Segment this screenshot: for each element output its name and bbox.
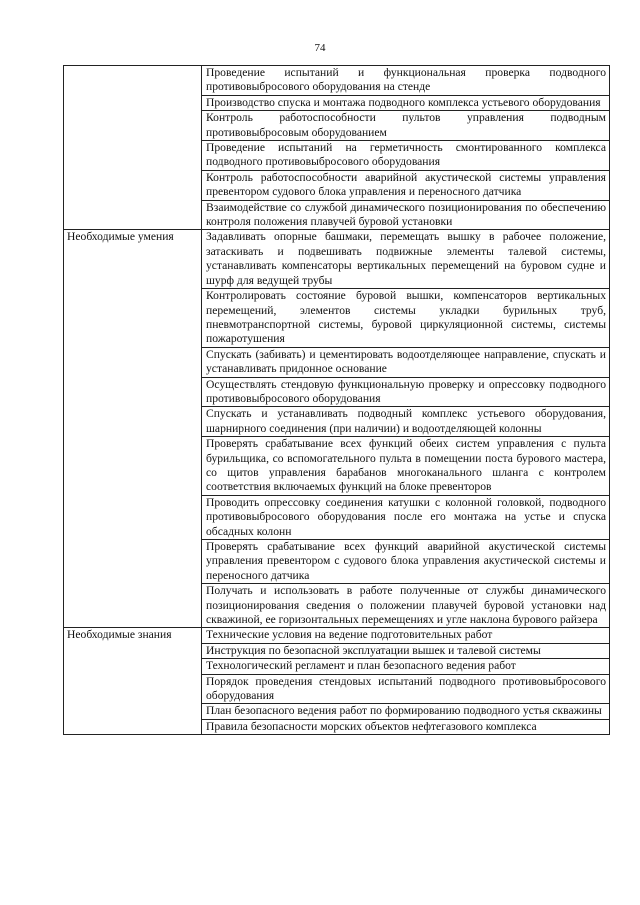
requirement-item: Взаимодействие со службой динамического позиционирования по обеспечению контроля положения плавучей буровой установки xyxy=(202,200,610,230)
requirement-item: Задавливать опорные башмаки, перемещать вышку в рабочее положение, затаскивать и подвешивать подвижные элементы талевой системы, устанавливать компенсаторы вертикальных перемещений на буровом судне и шурф для ведущей трубы xyxy=(202,230,610,289)
requirement-item: Спускать (забивать) и цементировать водоотделяющее направление, спускать и устанавливать придонное основание xyxy=(202,347,610,377)
section-label: Необходимые знания xyxy=(64,628,202,735)
requirement-item: План безопасного ведения работ по формированию подводного устья скважины xyxy=(202,704,610,719)
table-row xyxy=(64,628,610,643)
requirement-item: Правила безопасности морских объектов нефтегазового комплекса xyxy=(202,719,610,734)
requirement-item: Получать и использовать в работе полученные от службы динамического позиционирования сведения о положении плавучей буровой установки над скважиной, ее горизонтальных перемещениях и угле наклона бурового райзера xyxy=(202,584,610,628)
requirement-item: Контролировать состояние буровой вышки, компенсаторов вертикальных перемещений, элементов системы укладки бурильных труб, пневмотранспортной системы, буровой циркуляционной системы, системы пожаротушения xyxy=(202,289,610,348)
table-row xyxy=(64,66,610,96)
table-row xyxy=(64,230,610,289)
requirement-item: Порядок проведения стендовых испытаний подводного противовыбросового оборудования xyxy=(202,674,610,704)
requirement-item: Технологический регламент и план безопасного ведения работ xyxy=(202,659,610,674)
requirement-item: Контроль работоспособности пультов управления подводным противовыбросовым оборудованием xyxy=(202,111,610,141)
requirement-item: Производство спуска и монтажа подводного комплекса устьевого оборудования xyxy=(202,95,610,110)
requirement-item: Проводить опрессовку соединения катушки с колонной головкой, подводного противовыбросового оборудования после его монтажа на устье и спуска обсадных колонн xyxy=(202,495,610,539)
table-body xyxy=(64,66,610,735)
requirement-item: Проверять срабатывание всех функций обеих систем управления с пульта бурильщика, со вспомогательного пульта в помещении поста бурового мастера, со щитов управления барабанов многоканального шланга с контролем соответствия включаемых функций на блоке превенторов xyxy=(202,437,610,496)
section-label xyxy=(64,66,202,230)
competency-table xyxy=(63,65,610,735)
section-label: Необходимые умения xyxy=(64,230,202,628)
page-number: 74 xyxy=(314,42,326,54)
requirement-item: Проведение испытаний на герметичность смонтированного комплекса подводного противовыбросового оборудования xyxy=(202,141,610,171)
requirement-item: Инструкция по безопасной эксплуатации вышек и талевой системы xyxy=(202,643,610,658)
requirement-item: Спускать и устанавливать подводный комплекс устьевого оборудования, шарнирного соединения (при наличии) и водоотделяющей колонны xyxy=(202,407,610,437)
requirement-item: Осуществлять стендовую функциональную проверку и опрессовку подводного противовыбросового оборудования xyxy=(202,377,610,407)
requirement-item: Проведение испытаний и функциональная проверка подводного противовыбросового оборудования на стенде xyxy=(202,66,610,96)
requirement-item: Проверять срабатывание всех функций аварийной акустической системы управления превентором с судового блока управления акустической системы и переносного датчика xyxy=(202,540,610,584)
requirement-item: Контроль работоспособности аварийной акустической системы управления превентором судового блока управления и переносного датчика xyxy=(202,170,610,200)
requirement-item: Технические условия на ведение подготовительных работ xyxy=(202,628,610,643)
